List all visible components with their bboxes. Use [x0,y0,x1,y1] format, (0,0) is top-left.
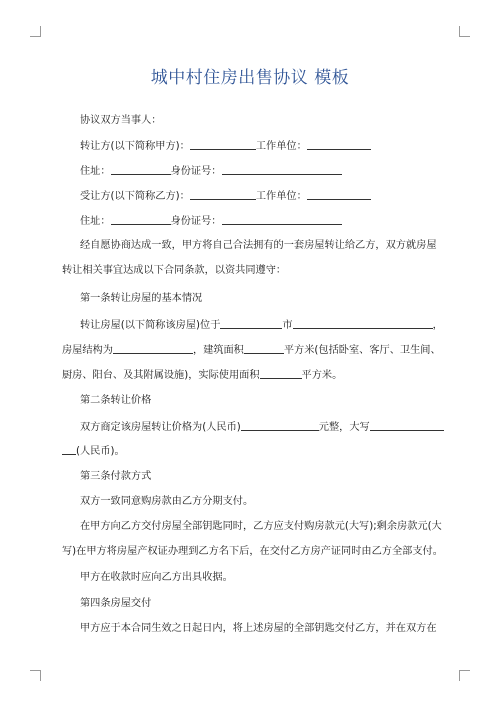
blank-field[interactable] [222,214,342,225]
blank-field[interactable] [370,420,444,431]
buyer-address-line: 住址： 身份证号： [80,214,442,229]
parties-heading: 协议双方当事人： [80,115,162,126]
blank-field[interactable] [62,444,76,455]
article-heading: 第三条付款方式 [80,471,152,482]
document-title: 城中村住房出售协议 模板 [150,68,350,88]
article-heading: 第一条转让房屋的基本情况 [80,293,203,304]
blank-field[interactable] [307,189,371,200]
crop-mark-bottom-left [30,670,41,681]
buyer-line: 受让方(以下简称乙方)： 工作单位： [80,189,442,204]
paragraph-line: 转让房屋(以下简称该房屋)位于 市 ， [80,320,443,331]
blank-field[interactable] [190,189,256,200]
crop-mark-top-right [459,26,470,37]
paragraph-line: 在甲方向乙方交付房屋全部钥匙同时，乙方应支付购房款元(大写);剩余房款元(大 [80,521,442,532]
blank-field[interactable] [244,343,284,354]
paragraph-line: 双方一致同意购房款由乙方分期支付。 [80,496,254,507]
paragraph-line: 双方商定该房屋转让价格为(人民币) 元整，大写 [80,420,442,435]
blank-field[interactable] [241,420,319,431]
crop-mark-bottom-right [459,670,470,681]
blank-field[interactable] [293,318,433,329]
paragraph-line: 写)在甲方将房屋产权证办理到乙方名下后，在交付乙方房产证同时由乙方全部支付。 [62,546,443,557]
blank-field[interactable] [190,139,256,150]
paragraph-line: 甲方在收款时应向乙方出具收据。 [80,572,233,583]
crop-mark-top-left [30,26,41,37]
paragraph-line: 经自愿协商达成一致，甲方将自己合法拥有的一套房屋转让给乙方，双方就房屋 [80,240,437,251]
blank-field[interactable] [111,214,171,225]
article-heading: 第二条转让价格 [80,395,152,406]
article-heading: 第四条房屋交付 [80,598,152,609]
blank-field[interactable] [222,164,342,175]
blank-field[interactable] [220,318,282,329]
blank-field[interactable] [111,164,171,175]
blank-field[interactable] [307,139,371,150]
blank-field[interactable] [260,368,302,379]
seller-address-line: 住址： 身份证号： [80,164,442,179]
blank-field[interactable] [113,343,193,354]
paragraph-line: (人民币)。 [62,444,442,459]
paragraph-line: 厨房、阳台、及其附属设施)，实际使用面积 平方米。 [62,370,343,381]
paragraph-line: 房屋结构为 ，建筑面积 平方米(包括卧室、客厅、卫生间、 [62,345,441,356]
paragraph-line: 转让相关事宜达成以下合同条款，以资共同遵守： [62,265,287,276]
paragraph-line: 甲方应于本合同生效之日起日内，将上述房屋的全部钥匙交付乙方，并在双方在 [80,623,437,634]
seller-line: 转让方(以下简称甲方)： 工作单位： [80,139,442,154]
